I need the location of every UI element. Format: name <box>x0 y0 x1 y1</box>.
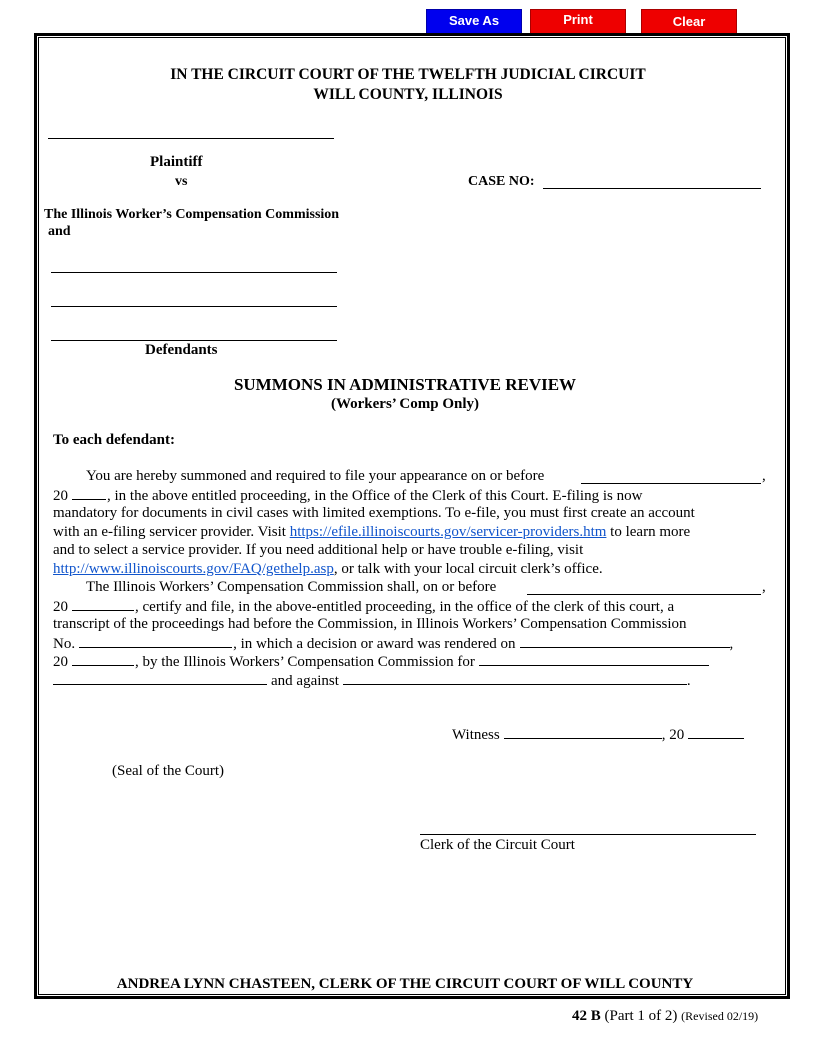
p1-year-prefix: 20 <box>53 488 68 504</box>
get-help-link[interactable]: http://www.illinoiscourts.gov/FAQ/gethelp.asp <box>53 561 334 577</box>
p1-text-4a: with an e-filing servicer provider. Visit <box>53 524 286 540</box>
vs-label: vs <box>175 174 188 189</box>
p1-line1 <box>86 468 544 485</box>
p2-text-4: , in which a decision or award was rendered on <box>233 636 516 652</box>
save-as-button[interactable]: Save As <box>426 9 522 34</box>
p2-no-label: No. <box>53 636 76 652</box>
p1-line3: mandatory for documents in civil cases with limited exemptions. To e-file, you must first create an account <box>53 505 695 521</box>
form-part: (Part 1 of 2) <box>604 1008 678 1024</box>
plaintiff-label: Plaintiff <box>150 154 203 170</box>
p1-text-4b: to learn more <box>610 524 691 540</box>
p1-line6 <box>53 561 603 578</box>
p2-line2 <box>53 598 674 616</box>
award-against-field[interactable] <box>343 672 687 685</box>
p2-line3: transcript of the proceedings had before the Commission, in Illinois Workers’ Compensation Commission <box>53 616 687 632</box>
defendants-label: Defendants <box>145 342 218 358</box>
clear-button[interactable]: Clear <box>641 9 737 34</box>
seal-of-court: (Seal of the Court) <box>112 763 225 779</box>
witness-label: Witness <box>452 727 500 743</box>
p1-line4 <box>53 524 690 541</box>
p2-line6 <box>53 672 691 690</box>
court-header-line1: IN THE CIRCUIT COURT OF THE TWELFTH JUDICIAL CIRCUIT <box>170 66 646 83</box>
appearance-year-field[interactable] <box>72 487 106 500</box>
defendant-field-3[interactable] <box>51 340 337 341</box>
p2-comma-1: , <box>762 579 766 595</box>
p2-line1: The Illinois Workers’ Compensation Commission shall, on or before <box>86 579 497 595</box>
clerk-signature-line[interactable] <box>420 834 756 835</box>
p2-line5 <box>53 653 709 671</box>
case-no-label: CASE NO: <box>468 174 535 189</box>
p1-line2 <box>53 487 642 505</box>
p2-period: . <box>686 673 691 689</box>
defendant-field-1[interactable] <box>51 272 337 273</box>
clerk-name-footer: ANDREA LYNN CHASTEEN, CLERK OF THE CIRCUIT COURT OF WILL COUNTY <box>116 976 694 992</box>
commission-defendant: The Illinois Worker’s Compensation Commission <box>44 207 340 222</box>
and-label: and <box>48 224 71 239</box>
certify-year-field[interactable] <box>72 598 134 611</box>
appearance-date-field[interactable] <box>581 483 761 484</box>
case-no-field[interactable] <box>543 188 761 189</box>
p1-text-2: , in the above entitled proceeding, in the Office of the Clerk of this Court. E-filing is now <box>107 488 643 504</box>
p2-year-prefix-2: 20 <box>53 654 68 670</box>
p1-comma-1: , <box>762 468 766 484</box>
plaintiff-field[interactable] <box>48 138 334 139</box>
witness-line <box>452 726 744 744</box>
summons-title: SUMMONS IN ADMINISTRATIVE REVIEW <box>233 375 577 394</box>
efile-providers-link[interactable]: https://efile.illinoiscourts.gov/servicer-providers.htm <box>289 524 607 540</box>
award-for-field[interactable] <box>479 653 709 666</box>
print-button[interactable]: Print <box>530 9 626 34</box>
decision-date-field[interactable] <box>520 635 730 648</box>
to-each-defendant: To each defendant: <box>53 432 175 448</box>
p1-text-1: You are hereby summoned and required to file your appearance on or before <box>86 468 545 484</box>
p2-comma-2: , <box>729 636 734 652</box>
witness-year-field[interactable] <box>688 726 744 739</box>
commission-number-field[interactable] <box>79 635 232 648</box>
summons-subtitle: (Workers’ Comp Only) <box>330 396 480 412</box>
court-header-line2: WILL COUNTY, ILLINOIS <box>313 86 503 103</box>
p2-text-5: , by the Illinois Workers’ Compensation Commission for <box>135 654 475 670</box>
p2-text-2: , certify and file, in the above-entitled proceeding, in the office of the clerk of this court, a <box>135 599 675 615</box>
form-number <box>572 1008 758 1025</box>
award-for-field-2[interactable] <box>53 672 267 685</box>
certify-date-field[interactable] <box>527 594 761 595</box>
p1-line5: and to select a service provider. If you need additional help or have trouble e-filing, visit <box>53 542 584 558</box>
witness-year-prefix: , 20 <box>661 727 685 743</box>
defendant-field-2[interactable] <box>51 306 337 307</box>
witness-date-field[interactable] <box>504 726 662 739</box>
p2-year-prefix: 20 <box>53 599 68 615</box>
p2-text-6: and against <box>271 673 339 689</box>
p1-text-6: , or talk with your local circuit clerk’s office. <box>333 561 603 577</box>
form-id: 42 B <box>572 1008 601 1024</box>
clerk-signature-label: Clerk of the Circuit Court <box>420 837 575 853</box>
form-revised: (Revised 02/19) <box>681 1009 759 1023</box>
decision-year-field[interactable] <box>72 653 134 666</box>
p2-line4 <box>53 635 733 653</box>
